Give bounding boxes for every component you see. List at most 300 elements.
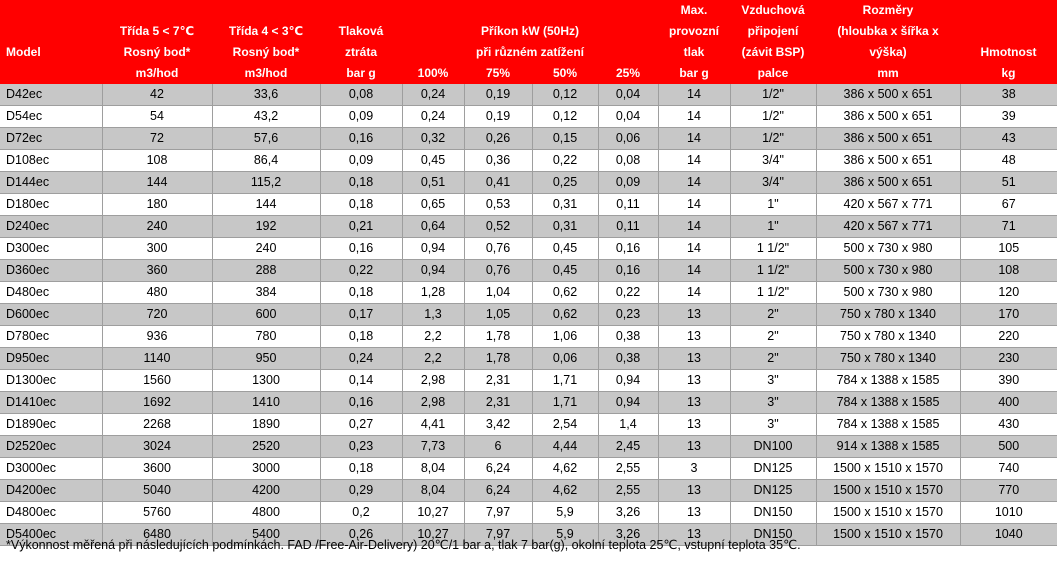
cell-power-100: 7,73: [402, 436, 464, 458]
cell-power-100: 0,51: [402, 172, 464, 194]
cell-dimensions: 1500 x 1510 x 1570: [816, 502, 960, 524]
header-model-spacer: [0, 0, 102, 21]
header-model-spacer-4: [0, 63, 102, 84]
cell-flow-class5: 720: [102, 304, 212, 326]
table-row: [0, 84, 1057, 106]
cell-power-75: 0,36: [464, 150, 532, 172]
cell-pressure-drop: 0,18: [320, 458, 402, 480]
cell-weight: 39: [960, 106, 1057, 128]
cell-weight: 108: [960, 260, 1057, 282]
table-row: [0, 370, 1057, 392]
header-air-l2: připojení: [730, 21, 816, 42]
cell-flow-class4: 43,2: [212, 106, 320, 128]
cell-power-25: 0,38: [598, 348, 658, 370]
cell-power-75: 1,78: [464, 326, 532, 348]
cell-model: D5400ec: [0, 524, 102, 546]
header-pressure-l1: Tlaková: [320, 21, 402, 42]
cell-weight: 230: [960, 348, 1057, 370]
cell-max-pressure: 13: [658, 370, 730, 392]
header-maxp-l2: provozní: [658, 21, 730, 42]
cell-power-100: 8,04: [402, 458, 464, 480]
cell-flow-class5: 2268: [102, 414, 212, 436]
cell-flow-class4: 33,6: [212, 84, 320, 106]
cell-pressure-drop: 0,18: [320, 194, 402, 216]
header-maxp-l3: tlak: [658, 42, 730, 63]
cell-air-connection: DN125: [730, 480, 816, 502]
cell-air-connection: 1/2": [730, 106, 816, 128]
cell-dimensions: 784 x 1388 x 1585: [816, 414, 960, 436]
cell-power-50: 0,25: [532, 172, 598, 194]
cell-power-25: 0,11: [598, 194, 658, 216]
header-power-l1: Příkon kW (50Hz): [402, 21, 658, 42]
cell-power-50: 4,62: [532, 458, 598, 480]
cell-power-50: 1,71: [532, 392, 598, 414]
cell-power-100: 2,2: [402, 348, 464, 370]
cell-air-connection: 2": [730, 326, 816, 348]
cell-dimensions: 500 x 730 x 980: [816, 260, 960, 282]
cell-pressure-drop: 0,17: [320, 304, 402, 326]
header-dim-l4: mm: [816, 63, 960, 84]
cell-power-50: 0,22: [532, 150, 598, 172]
cell-power-50: 0,12: [532, 106, 598, 128]
cell-flow-class4: 115,2: [212, 172, 320, 194]
cell-power-25: 3,26: [598, 502, 658, 524]
cell-pressure-drop: 0,29: [320, 480, 402, 502]
cell-weight: 38: [960, 84, 1057, 106]
cell-air-connection: DN100: [730, 436, 816, 458]
table-body: [0, 84, 1057, 546]
cell-air-connection: 1/2": [730, 84, 816, 106]
cell-weight: 1040: [960, 524, 1057, 546]
cell-power-75: 7,97: [464, 524, 532, 546]
cell-flow-class4: 240: [212, 238, 320, 260]
cell-power-50: 0,12: [532, 84, 598, 106]
header-dim-l1: Rozměry: [816, 0, 960, 21]
cell-weight: 48: [960, 150, 1057, 172]
cell-power-100: 10,27: [402, 502, 464, 524]
cell-power-25: 0,94: [598, 370, 658, 392]
cell-weight: 170: [960, 304, 1057, 326]
cell-power-25: 0,04: [598, 106, 658, 128]
cell-power-50: 2,54: [532, 414, 598, 436]
header-model-spacer-2: [0, 21, 102, 42]
cell-power-25: 3,26: [598, 524, 658, 546]
cell-power-50: 0,31: [532, 194, 598, 216]
cell-dimensions: 386 x 500 x 651: [816, 84, 960, 106]
cell-dimensions: 500 x 730 x 980: [816, 282, 960, 304]
table-row: [0, 150, 1057, 172]
cell-power-50: 0,31: [532, 216, 598, 238]
header-class4-l1: Třída 4 < 3℃: [212, 21, 320, 42]
cell-dimensions: 500 x 730 x 980: [816, 238, 960, 260]
header-class4-l3: m3/hod: [212, 63, 320, 84]
cell-air-connection: DN150: [730, 524, 816, 546]
header-power-spacer: [402, 0, 658, 21]
cell-max-pressure: 14: [658, 282, 730, 304]
cell-flow-class5: 3024: [102, 436, 212, 458]
cell-power-100: 10,27: [402, 524, 464, 546]
header-air-l3: (závit BSP): [730, 42, 816, 63]
cell-power-75: 1,04: [464, 282, 532, 304]
cell-pressure-drop: 0,16: [320, 238, 402, 260]
cell-dimensions: 750 x 780 x 1340: [816, 326, 960, 348]
cell-dimensions: 386 x 500 x 651: [816, 106, 960, 128]
cell-flow-class5: 54: [102, 106, 212, 128]
cell-power-25: 0,38: [598, 326, 658, 348]
cell-max-pressure: 13: [658, 502, 730, 524]
table-row: [0, 436, 1057, 458]
cell-power-75: 3,42: [464, 414, 532, 436]
cell-model: D144ec: [0, 172, 102, 194]
cell-flow-class4: 192: [212, 216, 320, 238]
cell-power-100: 1,3: [402, 304, 464, 326]
cell-pressure-drop: 0,18: [320, 326, 402, 348]
cell-model: D4800ec: [0, 502, 102, 524]
header-load-100: 100%: [402, 63, 464, 84]
header-air-l1: Vzduchová: [730, 0, 816, 21]
cell-flow-class5: 5760: [102, 502, 212, 524]
header-class5-spacer: [102, 0, 212, 21]
cell-power-25: 0,08: [598, 150, 658, 172]
cell-pressure-drop: 0,24: [320, 348, 402, 370]
cell-flow-class4: 57,6: [212, 128, 320, 150]
header-model: Model: [0, 42, 102, 63]
cell-pressure-drop: 0,22: [320, 260, 402, 282]
cell-dimensions: 784 x 1388 x 1585: [816, 392, 960, 414]
cell-power-75: 2,31: [464, 392, 532, 414]
cell-dimensions: 1500 x 1510 x 1570: [816, 458, 960, 480]
cell-weight: 500: [960, 436, 1057, 458]
cell-flow-class5: 360: [102, 260, 212, 282]
cell-power-50: 5,9: [532, 524, 598, 546]
cell-weight: 51: [960, 172, 1057, 194]
cell-power-75: 6: [464, 436, 532, 458]
cell-power-100: 0,24: [402, 84, 464, 106]
cell-flow-class4: 4200: [212, 480, 320, 502]
cell-dimensions: 420 x 567 x 771: [816, 194, 960, 216]
cell-pressure-drop: 0,16: [320, 392, 402, 414]
cell-max-pressure: 14: [658, 238, 730, 260]
cell-power-100: 2,98: [402, 392, 464, 414]
cell-model: D180ec: [0, 194, 102, 216]
cell-power-50: 0,45: [532, 260, 598, 282]
cell-max-pressure: 13: [658, 436, 730, 458]
cell-flow-class5: 42: [102, 84, 212, 106]
cell-power-50: 4,62: [532, 480, 598, 502]
cell-flow-class4: 950: [212, 348, 320, 370]
cell-air-connection: 3/4": [730, 150, 816, 172]
table-row: [0, 502, 1057, 524]
cell-power-75: 7,97: [464, 502, 532, 524]
cell-air-connection: 1 1/2": [730, 260, 816, 282]
cell-power-25: 0,16: [598, 238, 658, 260]
cell-max-pressure: 13: [658, 524, 730, 546]
table-row: [0, 480, 1057, 502]
cell-power-75: 0,26: [464, 128, 532, 150]
cell-flow-class4: 2520: [212, 436, 320, 458]
cell-power-25: 0,09: [598, 172, 658, 194]
table-row: [0, 282, 1057, 304]
cell-flow-class4: 3000: [212, 458, 320, 480]
cell-model: D42ec: [0, 84, 102, 106]
cell-power-25: 0,22: [598, 282, 658, 304]
cell-max-pressure: 13: [658, 348, 730, 370]
table-row: [0, 260, 1057, 282]
cell-weight: 43: [960, 128, 1057, 150]
cell-power-50: 0,62: [532, 304, 598, 326]
cell-dimensions: 750 x 780 x 1340: [816, 304, 960, 326]
table-row: [0, 326, 1057, 348]
cell-flow-class4: 1410: [212, 392, 320, 414]
cell-flow-class5: 5040: [102, 480, 212, 502]
cell-flow-class5: 144: [102, 172, 212, 194]
cell-air-connection: 3/4": [730, 172, 816, 194]
cell-max-pressure: 14: [658, 172, 730, 194]
cell-power-50: 1,71: [532, 370, 598, 392]
cell-flow-class4: 1300: [212, 370, 320, 392]
footnote: *Výkonnost měřená při následujících podmínkách. FAD /Free-Air-Delivery) 20℃/1 bar a, tlak 7 bar(g), okolní teplota 25℃, vstupní teplota 35℃.: [6, 538, 801, 552]
cell-air-connection: 2": [730, 348, 816, 370]
cell-power-100: 4,41: [402, 414, 464, 436]
cell-weight: 67: [960, 194, 1057, 216]
cell-power-100: 0,64: [402, 216, 464, 238]
cell-pressure-drop: 0,18: [320, 282, 402, 304]
header-weight-spacer: [960, 0, 1057, 21]
cell-pressure-drop: 0,23: [320, 436, 402, 458]
table-row: [0, 304, 1057, 326]
cell-power-100: 0,45: [402, 150, 464, 172]
header-row-1: [0, 0, 1057, 21]
cell-flow-class4: 5400: [212, 524, 320, 546]
cell-weight: 120: [960, 282, 1057, 304]
cell-max-pressure: 14: [658, 106, 730, 128]
header-load-25: 25%: [598, 63, 658, 84]
cell-max-pressure: 3: [658, 458, 730, 480]
cell-max-pressure: 14: [658, 150, 730, 172]
header-air-l4: palce: [730, 63, 816, 84]
table-row: [0, 172, 1057, 194]
cell-air-connection: 1 1/2": [730, 282, 816, 304]
cell-pressure-drop: 0,08: [320, 84, 402, 106]
header-pressure-spacer: [320, 0, 402, 21]
header-pressure-l2: ztráta: [320, 42, 402, 63]
header-class5-l2: Rosný bod*: [102, 42, 212, 63]
cell-pressure-drop: 0,27: [320, 414, 402, 436]
header-maxp-l1: Max.: [658, 0, 730, 21]
cell-flow-class5: 1560: [102, 370, 212, 392]
cell-power-25: 1,4: [598, 414, 658, 436]
cell-weight: 770: [960, 480, 1057, 502]
cell-dimensions: 1500 x 1510 x 1570: [816, 480, 960, 502]
cell-pressure-drop: 0,09: [320, 106, 402, 128]
cell-weight: 430: [960, 414, 1057, 436]
cell-power-75: 1,05: [464, 304, 532, 326]
table-row: [0, 238, 1057, 260]
cell-model: D300ec: [0, 238, 102, 260]
cell-flow-class5: 72: [102, 128, 212, 150]
cell-max-pressure: 13: [658, 304, 730, 326]
cell-power-100: 2,2: [402, 326, 464, 348]
cell-weight: 400: [960, 392, 1057, 414]
cell-power-75: 6,24: [464, 480, 532, 502]
cell-flow-class5: 240: [102, 216, 212, 238]
cell-model: D1890ec: [0, 414, 102, 436]
cell-max-pressure: 14: [658, 84, 730, 106]
cell-max-pressure: 13: [658, 480, 730, 502]
cell-model: D480ec: [0, 282, 102, 304]
cell-max-pressure: 13: [658, 392, 730, 414]
table-row: [0, 414, 1057, 436]
cell-power-75: 0,41: [464, 172, 532, 194]
cell-air-connection: 3": [730, 414, 816, 436]
cell-power-100: 2,98: [402, 370, 464, 392]
cell-power-50: 4,44: [532, 436, 598, 458]
cell-pressure-drop: 0,14: [320, 370, 402, 392]
header-dim-l2: (hloubka x šířka x: [816, 21, 960, 42]
header-class5-l3: m3/hod: [102, 63, 212, 84]
cell-flow-class4: 600: [212, 304, 320, 326]
cell-power-75: 0,53: [464, 194, 532, 216]
cell-air-connection: 1": [730, 194, 816, 216]
cell-power-100: 8,04: [402, 480, 464, 502]
cell-dimensions: 1500 x 1510 x 1570: [816, 524, 960, 546]
table-row: [0, 106, 1057, 128]
cell-power-100: 0,65: [402, 194, 464, 216]
cell-power-50: 1,06: [532, 326, 598, 348]
cell-flow-class5: 300: [102, 238, 212, 260]
cell-power-25: 0,16: [598, 260, 658, 282]
cell-model: D240ec: [0, 216, 102, 238]
header-load-50: 50%: [532, 63, 598, 84]
cell-flow-class4: 780: [212, 326, 320, 348]
cell-flow-class4: 4800: [212, 502, 320, 524]
table-row: [0, 194, 1057, 216]
cell-air-connection: 1": [730, 216, 816, 238]
cell-flow-class4: 144: [212, 194, 320, 216]
cell-power-25: 2,55: [598, 480, 658, 502]
cell-dimensions: 750 x 780 x 1340: [816, 348, 960, 370]
cell-model: D54ec: [0, 106, 102, 128]
cell-flow-class5: 936: [102, 326, 212, 348]
cell-power-25: 0,04: [598, 84, 658, 106]
cell-weight: 105: [960, 238, 1057, 260]
cell-power-75: 6,24: [464, 458, 532, 480]
cell-weight: 1010: [960, 502, 1057, 524]
cell-power-100: 1,28: [402, 282, 464, 304]
table-header: [0, 0, 1057, 84]
cell-flow-class4: 86,4: [212, 150, 320, 172]
cell-power-75: 0,19: [464, 106, 532, 128]
cell-pressure-drop: 0,18: [320, 172, 402, 194]
cell-flow-class5: 180: [102, 194, 212, 216]
cell-weight: 71: [960, 216, 1057, 238]
cell-model: D950ec: [0, 348, 102, 370]
header-power-l2: při různém zatížení: [402, 42, 658, 63]
cell-flow-class5: 1692: [102, 392, 212, 414]
cell-flow-class4: 1890: [212, 414, 320, 436]
header-weight-l1: Hmotnost: [960, 42, 1057, 63]
cell-flow-class5: 1140: [102, 348, 212, 370]
cell-air-connection: 1 1/2": [730, 238, 816, 260]
cell-power-75: 0,52: [464, 216, 532, 238]
cell-flow-class5: 6480: [102, 524, 212, 546]
cell-model: D780ec: [0, 326, 102, 348]
cell-model: D3000ec: [0, 458, 102, 480]
cell-air-connection: DN150: [730, 502, 816, 524]
cell-power-100: 0,32: [402, 128, 464, 150]
cell-flow-class4: 384: [212, 282, 320, 304]
table-row: [0, 128, 1057, 150]
cell-pressure-drop: 0,21: [320, 216, 402, 238]
cell-power-100: 0,24: [402, 106, 464, 128]
cell-pressure-drop: 0,26: [320, 524, 402, 546]
table-row: [0, 392, 1057, 414]
cell-model: D1300ec: [0, 370, 102, 392]
cell-model: D360ec: [0, 260, 102, 282]
cell-max-pressure: 14: [658, 216, 730, 238]
cell-weight: 220: [960, 326, 1057, 348]
cell-power-50: 0,45: [532, 238, 598, 260]
header-dim-l3: výška): [816, 42, 960, 63]
cell-weight: 740: [960, 458, 1057, 480]
header-pressure-l3: bar g: [320, 63, 402, 84]
cell-power-100: 0,94: [402, 238, 464, 260]
cell-dimensions: 386 x 500 x 651: [816, 172, 960, 194]
cell-air-connection: 2": [730, 304, 816, 326]
cell-power-25: 2,45: [598, 436, 658, 458]
cell-flow-class5: 3600: [102, 458, 212, 480]
cell-power-25: 0,11: [598, 216, 658, 238]
cell-model: D600ec: [0, 304, 102, 326]
cell-power-25: 0,23: [598, 304, 658, 326]
header-class4-spacer: [212, 0, 320, 21]
cell-model: D2520ec: [0, 436, 102, 458]
header-load-75: 75%: [464, 63, 532, 84]
cell-power-50: 5,9: [532, 502, 598, 524]
header-weight-l2: kg: [960, 63, 1057, 84]
cell-power-25: 0,06: [598, 128, 658, 150]
cell-model: D4200ec: [0, 480, 102, 502]
table-row: [0, 458, 1057, 480]
cell-flow-class4: 288: [212, 260, 320, 282]
cell-power-75: 2,31: [464, 370, 532, 392]
header-weight-spacer-2: [960, 21, 1057, 42]
cell-dimensions: 420 x 567 x 771: [816, 216, 960, 238]
table-row: [0, 348, 1057, 370]
cell-dimensions: 386 x 500 x 651: [816, 128, 960, 150]
cell-dimensions: 784 x 1388 x 1585: [816, 370, 960, 392]
cell-max-pressure: 14: [658, 260, 730, 282]
header-row-2: [0, 21, 1057, 42]
cell-model: D72ec: [0, 128, 102, 150]
cell-pressure-drop: 0,09: [320, 150, 402, 172]
header-maxp-l4: bar g: [658, 63, 730, 84]
cell-power-75: 0,19: [464, 84, 532, 106]
cell-power-50: 0,62: [532, 282, 598, 304]
cell-dimensions: 914 x 1388 x 1585: [816, 436, 960, 458]
cell-max-pressure: 14: [658, 194, 730, 216]
cell-weight: 390: [960, 370, 1057, 392]
cell-max-pressure: 14: [658, 128, 730, 150]
cell-flow-class5: 108: [102, 150, 212, 172]
cell-max-pressure: 13: [658, 326, 730, 348]
header-row-3: [0, 42, 1057, 63]
cell-model: D1410ec: [0, 392, 102, 414]
cell-air-connection: 3": [730, 370, 816, 392]
cell-dimensions: 386 x 500 x 651: [816, 150, 960, 172]
table-row: [0, 216, 1057, 238]
cell-power-50: 0,15: [532, 128, 598, 150]
